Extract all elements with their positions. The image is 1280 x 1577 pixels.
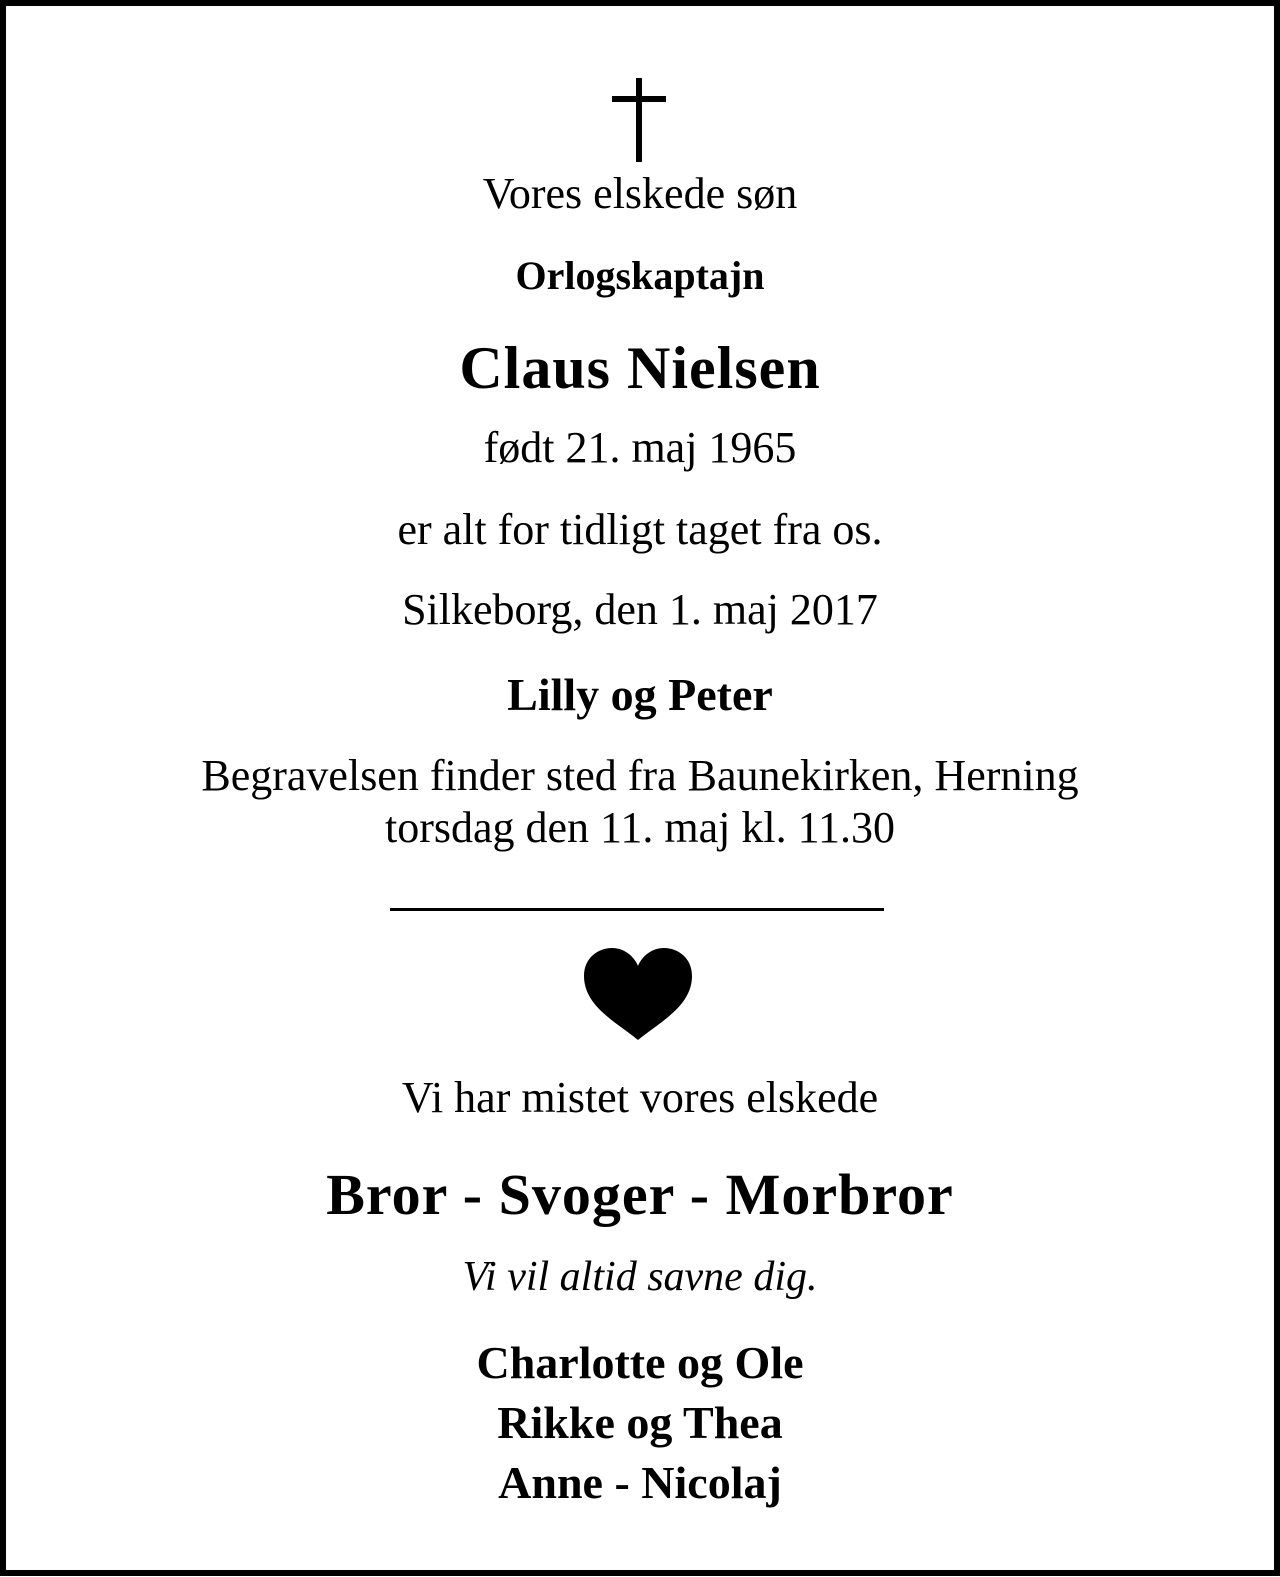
signer-line-3: Anne - Nicolaj bbox=[498, 1457, 782, 1508]
divider-line bbox=[390, 908, 884, 911]
message-text: Vi vil altid savne dig. bbox=[462, 1254, 818, 1300]
intro-text: Vores elskede søn bbox=[482, 169, 798, 218]
relation-title: Bror - Svoger - Morbror bbox=[326, 1162, 954, 1227]
rank-title: Orlogskaptajn bbox=[515, 253, 765, 298]
deceased-name: Claus Nielsen bbox=[459, 335, 821, 401]
funeral-line-1: Begravelsen finder sted fra Baunekirken, Herning bbox=[201, 751, 1079, 800]
taken-text: er alt for tidligt taget fra os. bbox=[397, 505, 883, 554]
funeral-line-2: torsdag den 11. maj kl. 11.30 bbox=[385, 803, 895, 852]
signers-first: Lilly og Peter bbox=[507, 669, 773, 720]
birth-date: født 21. maj 1965 bbox=[483, 423, 797, 472]
second-intro-text: Vi har mistet vores elskede bbox=[401, 1073, 879, 1122]
cross-icon bbox=[612, 78, 666, 162]
place-and-date: Silkeborg, den 1. maj 2017 bbox=[402, 585, 878, 634]
heart-icon bbox=[576, 944, 700, 1044]
signer-line-1: Charlotte og Ole bbox=[476, 1337, 804, 1388]
signer-line-2: Rikke og Thea bbox=[497, 1397, 783, 1448]
